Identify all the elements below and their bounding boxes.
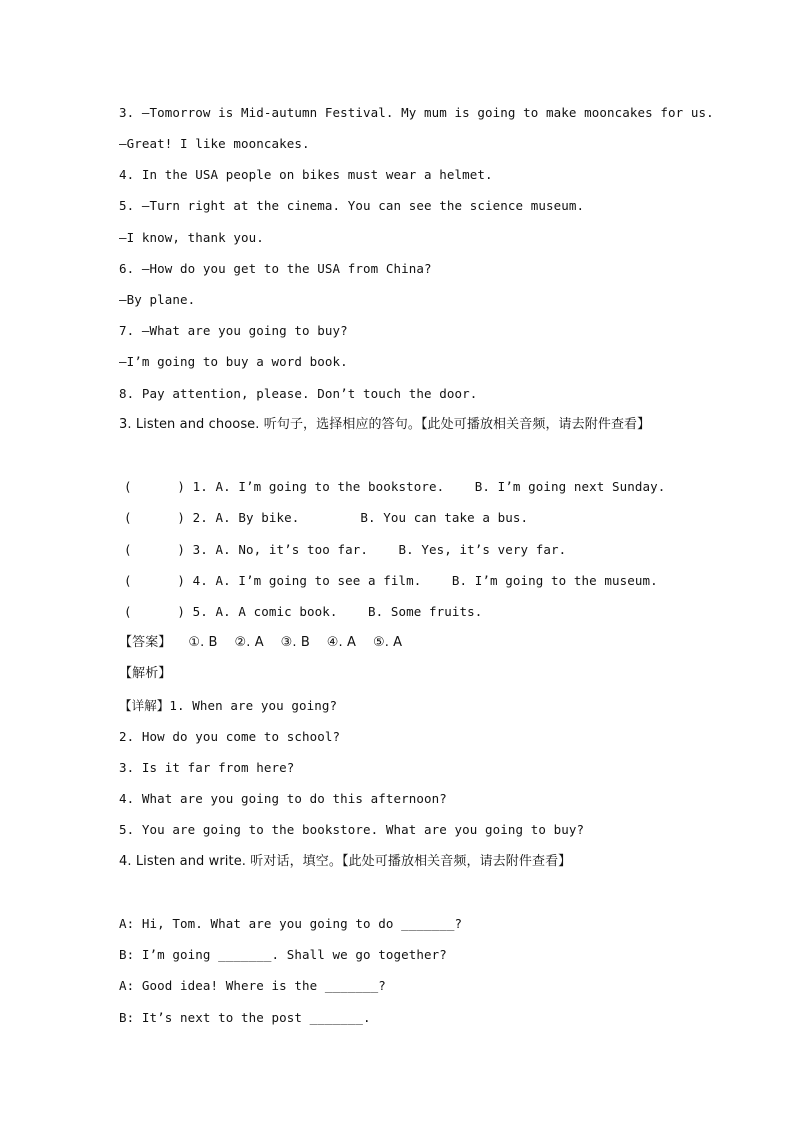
- dialogue-line: A: Hi, Tom. What are you going to do _______?: [119, 916, 463, 931]
- answer-key: 【答案】 ①. B ②. A ③. B ④. A ⑤. A: [119, 635, 403, 650]
- dialogue-line: B: It’s next to the post _______.: [119, 1010, 371, 1025]
- answer-line: —By plane.: [119, 292, 196, 307]
- detail-line: 3. Is it far from here?: [119, 760, 295, 775]
- choice-item: ( ) 4. A. I’m going to see a film. B. I’m going to the museum.: [124, 573, 658, 588]
- question-line: 6. —How do you get to the USA from China?: [119, 261, 432, 276]
- question-line: 4. In the USA people on bikes must wear a helmet.: [119, 167, 493, 182]
- question-line: 5. —Turn right at the cinema. You can see the science museum.: [119, 198, 585, 213]
- section-heading: 4. Listen and write. 听对话，填空。【此处可播放相关音频，请去附件查看】: [119, 854, 572, 869]
- answer-line: —Great! I like mooncakes.: [119, 136, 310, 151]
- choice-item: ( ) 2. A. By bike. B. You can take a bus.: [124, 510, 529, 525]
- detail-line: 【详解】1. When are you going?: [119, 698, 338, 713]
- question-line: 7. —What are you going to buy?: [119, 323, 348, 338]
- detail-line: 5. You are going to the bookstore. What are you going to buy?: [119, 822, 585, 837]
- dialogue-line: B: I’m going _______. Shall we go together?: [119, 947, 447, 962]
- question-line: 3. —Tomorrow is Mid-autumn Festival. My mum is going to make mooncakes for us.: [119, 105, 714, 120]
- detail-line: 2. How do you come to school?: [119, 729, 341, 744]
- choice-item: ( ) 5. A. A comic book. B. Some fruits.: [124, 604, 483, 619]
- dialogue-line: A: Good idea! Where is the _______?: [119, 978, 386, 993]
- analysis-heading: 【解析】: [119, 666, 172, 681]
- choice-item: ( ) 1. A. I’m going to the bookstore. B. I’m going next Sunday.: [124, 479, 666, 494]
- answer-line: —I know, thank you.: [119, 230, 264, 245]
- answer-line: —I’m going to buy a word book.: [119, 354, 348, 369]
- choice-item: ( ) 3. A. No, it’s too far. B. Yes, it’s very far.: [124, 542, 567, 557]
- detail-line: 4. What are you going to do this afternoon?: [119, 791, 447, 806]
- question-line: 8. Pay attention, please. Don’t touch the door.: [119, 386, 478, 401]
- section-heading: 3. Listen and choose. 听句子，选择相应的答句。【此处可播放相关音频，请去附件查看】: [119, 417, 651, 432]
